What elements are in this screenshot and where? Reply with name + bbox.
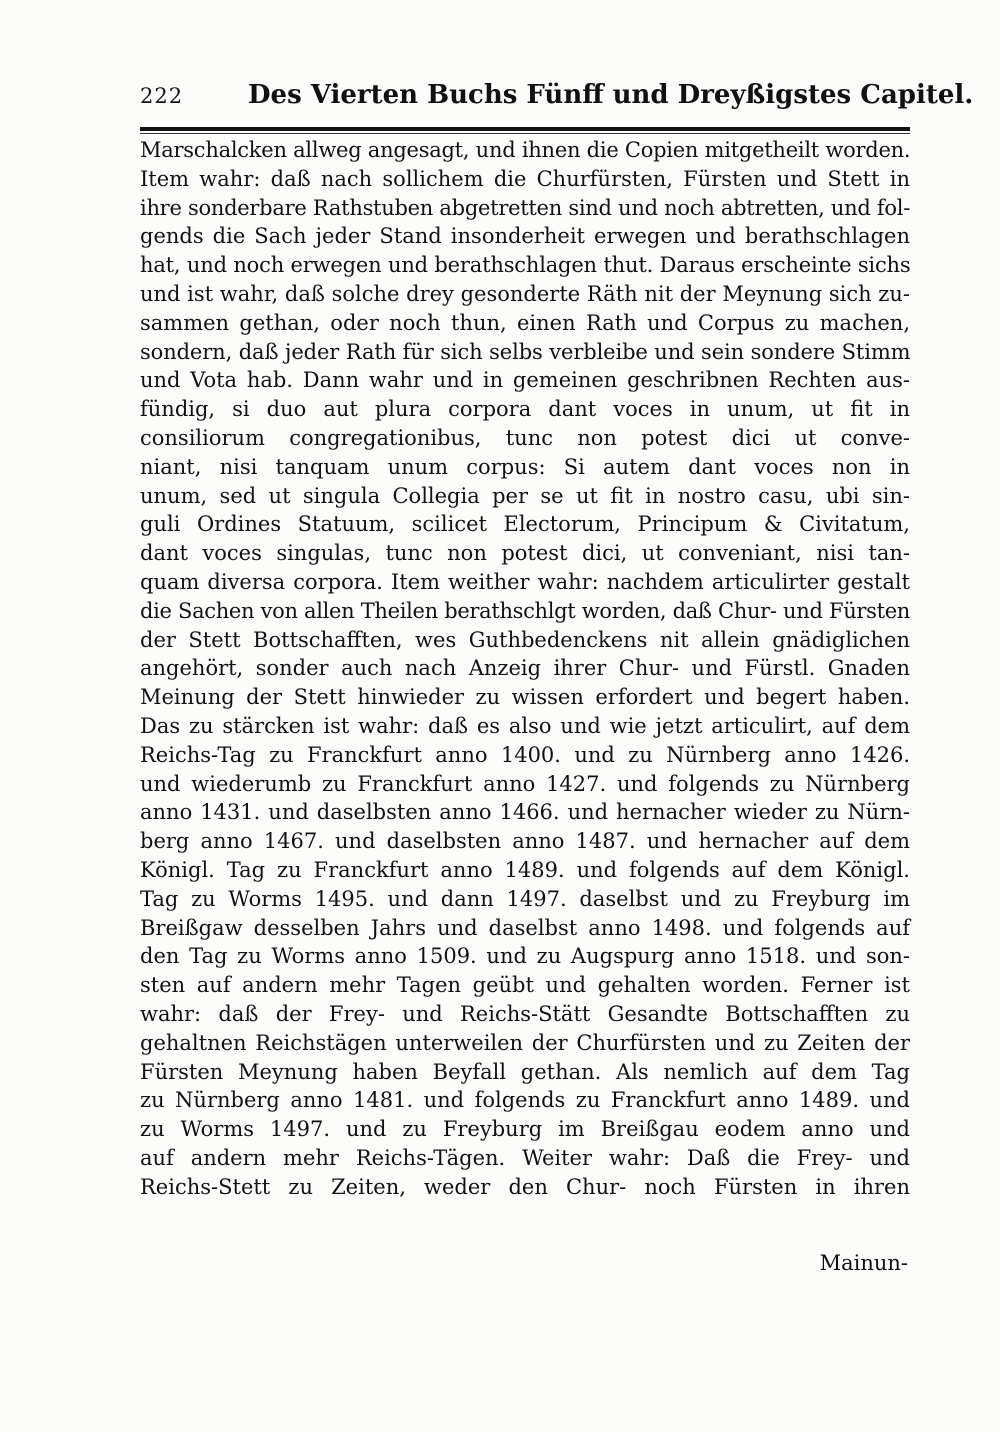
- page-number: 222: [140, 84, 184, 108]
- text-line: zu Worms 1497. und zu Freyburg im Breißgau eodem anno und: [140, 1117, 910, 1142]
- text-line: wahr: daß der Frey- und Reichs-Stätt Gesandte Bottschafften zu: [140, 1001, 910, 1026]
- text-line: die Sachen von allen Theilen berathschlgt worden, daß Chur- und Fürsten: [140, 598, 910, 623]
- text-line: Reichs-Tag zu Franckfurt anno 1400. und zu Nürnberg anno 1426.: [140, 742, 910, 767]
- text-line: angehört, sonder auch nach Anzeig ihrer Chur- und Fürstl. Gnaden: [140, 656, 910, 681]
- header-rule: [140, 127, 910, 131]
- text-line: guli Ordines Statuum, scilicet Electorum, Principum & Civitatum,: [140, 512, 910, 537]
- text-line: Tag zu Worms 1495. und dann 1497. daselbst und zu Freyburg im: [140, 886, 910, 911]
- text-line: Item wahr: daß nach sollichem die Churfürsten, Fürsten und Stett in: [140, 166, 910, 191]
- header-rule-thin: [140, 133, 910, 134]
- text-line: Breißgaw desselben Jahrs und daselbst anno 1498. und folgends auf: [140, 915, 910, 940]
- text-line: den Tag zu Worms anno 1509. und zu Augspurg anno 1518. und son-: [140, 944, 910, 969]
- text-line: und Vota hab. Dann wahr und in gemeinen geschribnen Rechten aus-: [140, 368, 910, 393]
- page-header: [140, 80, 974, 120]
- text-line: consiliorum congregationibus, tunc non potest dici ut conve-: [140, 425, 910, 450]
- body-text: [140, 136, 910, 1201]
- text-line: auf andern mehr Reichs-Tägen. Weiter wahr: Daß die Frey- und: [140, 1145, 910, 1170]
- catchword: Mainun-: [819, 1251, 908, 1275]
- text-line: Marschalcken allweg angesagt, und ihnen die Copien mitgetheilt worden.: [140, 138, 911, 162]
- running-title: Des Vierten Buchs Fünff und Dreyßigstes Capitel.: [248, 80, 974, 110]
- text-line: dant voces singulas, tunc non potest dici, ut conveniant, nisi tan-: [140, 541, 910, 566]
- text-line: quam diversa corpora. Item weither wahr: nachdem articulirter gestalt: [140, 569, 910, 594]
- text-line: Königl. Tag zu Franckfurt anno 1489. und folgends auf dem Königl.: [140, 857, 910, 882]
- text-line: sondern, daß jeder Rath für sich selbs verbleibe und sein sondere Stimm: [140, 339, 911, 364]
- text-line: ihre sonderbare Rathstuben abgetretten sind und noch abtretten, und fol-: [140, 195, 911, 220]
- text-line: fündig, si duo aut plura corpora dant voces in unum, ut fit in: [140, 397, 910, 422]
- text-line: gehaltnen Reichstägen unterweilen der Churfürsten und zu Zeiten der: [140, 1030, 910, 1055]
- text-line: gends die Sach jeder Stand insonderheit erwegen und berathschlagen: [140, 224, 910, 249]
- text-line: anno 1431. und daselbsten anno 1466. und hernacher wieder zu Nürn-: [140, 800, 910, 825]
- text-line: zu Nürnberg anno 1481. und folgends zu Franckfurt anno 1489. und: [140, 1088, 910, 1113]
- text-line: sammen gethan, oder noch thun, einen Rath und Corpus zu machen,: [140, 310, 910, 335]
- text-line: und ist wahr, daß solche drey gesonderte Räth nit der Meynung sich zu-: [140, 281, 910, 306]
- text-line: unum, sed ut singula Collegia per se ut fit in nostro casu, ubi sin-: [140, 483, 910, 508]
- text-line: der Stett Bottschafften, wes Guthbedenckens nit allein gnädiglichen: [140, 627, 910, 652]
- text-line: und wiederumb zu Franckfurt anno 1427. und folgends zu Nürnberg: [140, 771, 910, 796]
- text-line: Meinung der Stett hinwieder zu wissen erfordert und begert haben.: [140, 685, 910, 710]
- text-line: hat, und noch erwegen und berathschlagen thut. Daraus erscheinte sichs: [140, 253, 911, 278]
- text-line: sten auf andern mehr Tagen geübt und gehalten worden. Ferner ist: [140, 973, 910, 998]
- text-line: niant, nisi tanquam unum corpus: Si autem dant voces non in: [140, 454, 910, 479]
- text-line: Fürsten Meynung haben Beyfall gethan. Als nemlich auf dem Tag: [140, 1059, 910, 1084]
- text-line: berg anno 1467. und daselbsten anno 1487. und hernacher auf dem: [140, 829, 910, 854]
- text-line: Das zu stärcken ist wahr: daß es also und wie jetzt articulirt, auf dem: [140, 713, 910, 738]
- text-line: Reichs-Stett zu Zeiten, weder den Chur- noch Fürsten in ihren: [140, 1174, 910, 1199]
